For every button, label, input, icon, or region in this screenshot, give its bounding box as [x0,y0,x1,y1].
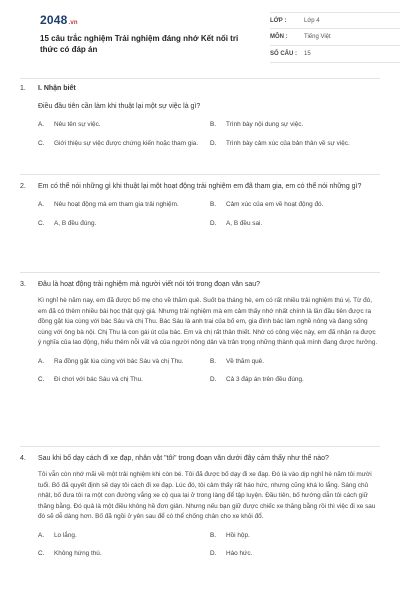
meta-key: MÔN : [270,34,288,40]
logo-text: 2048 [40,13,68,27]
answer-text: Về thăm quê. [226,357,265,365]
answer-text: Đi chơi với bác Sáu và chị Thu. [54,376,143,383]
meta-row-class [270,12,400,29]
question-4 [20,454,380,559]
answer-letter: C. [38,139,45,147]
question-text: Em có thể nói những gì khi thuật lại một hoạt động trải nghiệm em đã tham gia, em có thể nói những gì? [38,183,362,190]
answer-option-d[interactable] [210,219,382,229]
section-title: I. Nhận biết [38,85,76,92]
answer-option-a[interactable] [38,357,210,367]
answer-option-b[interactable] [210,200,382,210]
answer-option-d[interactable] [210,375,382,385]
meta-value: Tiếng Việt [304,34,331,40]
meta-value: Lớp 4 [304,17,320,24]
meta-value: 15 [304,51,311,57]
answer-letter: D. [210,376,217,383]
site-logo[interactable] [40,13,78,27]
answer-options [38,357,380,385]
question-text: Đâu là hoạt động trải nghiệm mà người viết nói tới trong đoạn văn sau? [38,281,261,288]
meta-key: SỐ CÂU : [270,51,297,57]
answer-option-d[interactable] [210,549,382,559]
answer-text: Nêu tên sự việc. [54,121,101,128]
answer-option-b[interactable] [210,120,382,130]
answer-letter: B. [210,531,217,539]
reading-passage: Tôi vẫn còn nhớ mãi về một trải nghiệm khi còn bé. Tôi đã được bố dạy đi xe đạp. Đó là vào dịp nghỉ hè năm tôi mười tuổi. Bố đã quyết định sẽ dạy tôi cách đi xe đạp. Lúc đó, tôi cảm thấy rất háo hức, nhưng cũng khá lo lắng. Sáng chủ nhật, bố đưa tôi ra một con đường vắng xe cộ qua lại ở trong làng để tập luyện. Đầu tiên, bố hướng dẫn tôi cách giữ thăng bằng. Đó quả là một điều không hề đơn giản. Nhưng nếu bạn giữ được chiếc xe thăng bằng rồi thì việc đi xe sau đó sẽ dễ dàng hơn. Bố đã ngồi ở yên sau để có thể chống chân cho xe khỏi đổ. [38,471,376,520]
document-title: 15 câu trắc nghiệm Trải nghiệm đáng nhớ Kết nối tri thức có đáp án [40,34,239,54]
answer-text: Háo hức. [226,550,253,557]
divider [20,174,380,175]
question-heading [20,84,380,94]
meta-key: LỚP : [270,17,287,24]
question-number: 1. [20,85,26,92]
question-1 [20,84,380,148]
answer-option-a[interactable] [38,531,210,541]
answer-options [38,200,380,228]
divider [20,78,380,79]
answer-text: Giới thiệu sự việc được chứng kiến hoặc tham gia. [54,139,199,147]
answer-letter: A. [38,201,45,208]
answer-text: Ra đồng gặt lúa cùng với bác Sáu và chị Thu. [54,357,184,365]
answer-text: Lo lắng. [54,531,77,539]
answer-letter: B. [210,357,217,365]
answer-text: Không hứng thú. [54,550,102,557]
answer-text: Trình bày cảm xúc của bản thân về sự việc. [226,139,350,147]
answer-text: Nêu hoạt động mà em tham gia trải nghiệm. [54,201,179,208]
answer-letter: A. [38,531,45,539]
divider [20,272,380,273]
question-prompt [20,454,380,464]
meta-row-count [270,46,400,63]
answer-option-c[interactable] [38,375,210,385]
answer-letter: A. [38,121,45,128]
answer-options [38,531,380,559]
answer-option-d[interactable] [210,139,382,149]
answer-text: A, B đều đúng. [54,219,97,227]
answer-option-c[interactable] [38,549,210,559]
question-number: 2. [20,183,26,190]
answer-letter: B. [210,201,217,208]
question-text: Điều đầu tiên cần làm khi thuật lại một sự việc là gì? [38,103,201,110]
answer-letter: A. [38,357,45,365]
answer-options [38,120,380,148]
answer-letter: D. [210,139,217,147]
question-text: Sau khi bố dạy cách đi xe đạp, nhân vật "tôi" trong đoạn văn dưới đây cảm thấy như thế nào? [38,455,329,462]
answer-text: Cảm xúc của em về hoạt động đó. [226,201,324,208]
question-prompt [20,102,380,112]
answer-text: Trình bày nội dung sự việc. [226,121,304,128]
logo-tld: .vn [68,20,78,26]
question-3 [20,280,380,385]
answer-option-c[interactable] [38,219,210,229]
answer-option-b[interactable] [210,357,382,367]
question-number: 4. [20,455,26,462]
answer-option-b[interactable] [210,531,382,541]
answer-letter: C. [38,376,45,383]
answer-letter: B. [210,121,217,128]
question-2 [20,182,380,228]
reading-passage: Kì nghỉ hè năm nay, em đã được bố mẹ cho về thăm quê. Suốt ba tháng hè, em có rất nhiều trải nghiệm thú vị. Từ đó, em đã có thêm nhiều bài học thật quý giá. Nhưng trải nghiệm mà em cảm thấy nhớ nhất chính là lần đầu tiên được ra đồng gặt lúa cùng với bác Sáu và chị Thu. Bác Sáu là anh trai của bố em, gia đình bác làm nghề nông và đang sống cùng với ông bà nội. Chị Thu là con gái út của bác. Em và chị rất thân thiết. Nhờ có công việc này, em đã nhận ra được ý nghĩa của lao động, hiểu thêm nỗi vất vả của người nông dân và trân trọng những thành quả mình đang được hưởng. [38,297,378,346]
answer-option-a[interactable] [38,120,210,130]
meta-row-subject [270,29,400,46]
document-header [20,0,380,70]
answer-text: A, B đều sai. [226,219,263,227]
divider [20,446,380,447]
answer-text: Hồi hộp. [226,531,250,539]
answer-letter: D. [210,550,217,557]
answer-letter: C. [38,550,45,557]
answer-letter: C. [38,219,45,227]
question-prompt [20,280,380,290]
answer-option-a[interactable] [38,200,210,210]
question-number: 3. [20,281,26,288]
question-prompt [20,182,380,192]
answer-text: Cả 3 đáp án trên đều đúng. [226,376,304,383]
answer-option-c[interactable] [38,139,210,149]
answer-letter: D. [210,219,217,227]
meta-table [270,12,400,63]
